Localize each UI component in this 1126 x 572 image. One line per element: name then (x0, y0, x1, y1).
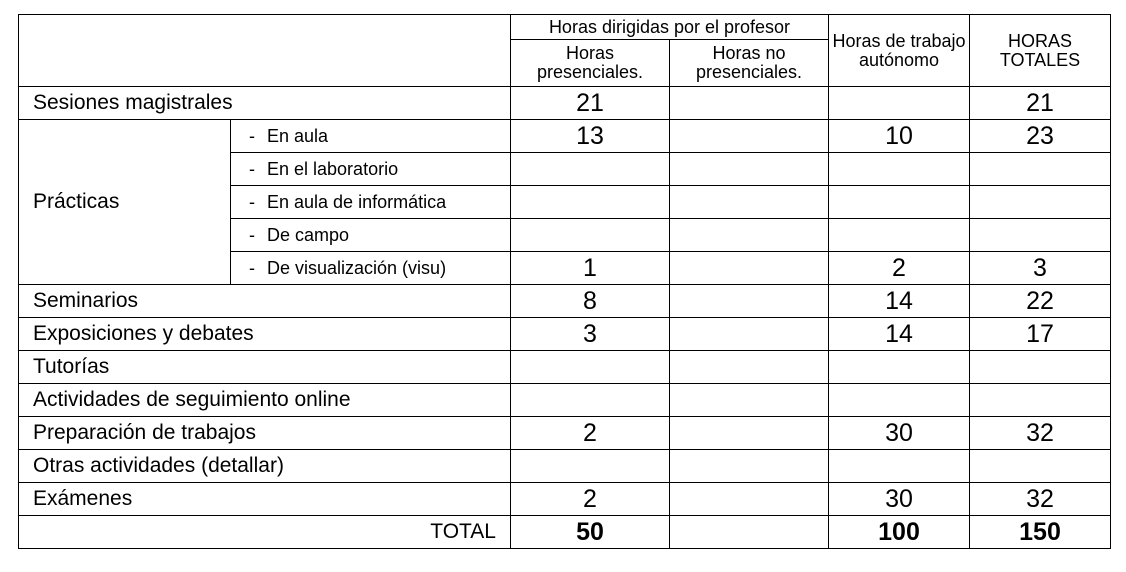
cell-autonomo: 10 (829, 120, 970, 153)
practicas-sub-label: - De campo (231, 219, 511, 252)
table-row (19, 87, 1111, 120)
cell-presenciales (511, 219, 670, 252)
total-totales: 150 (970, 516, 1111, 549)
activity-label: Preparación de trabajos (19, 417, 511, 450)
cell-totales (970, 186, 1111, 219)
table-row (19, 450, 1111, 483)
cell-presenciales (511, 450, 670, 483)
table-row (19, 351, 1111, 384)
cell-no-presenciales (670, 285, 829, 318)
cell-presenciales (511, 153, 670, 186)
cell-presenciales: 8 (511, 285, 670, 318)
cell-totales: 21 (970, 87, 1111, 120)
total-no-presenciales (670, 516, 829, 549)
cell-presenciales: 3 (511, 318, 670, 351)
cell-totales: 32 (970, 417, 1111, 450)
cell-no-presenciales (670, 483, 829, 516)
cell-no-presenciales (670, 219, 829, 252)
cell-totales (970, 384, 1111, 417)
cell-no-presenciales (670, 153, 829, 186)
total-autonomo: 100 (829, 516, 970, 549)
cell-no-presenciales (670, 186, 829, 219)
header-totales: HORAS TOTALES (970, 15, 1111, 87)
practicas-sub-label: - De visualización (visu) (231, 252, 511, 285)
table-row (19, 417, 1111, 450)
table-row (19, 120, 1111, 153)
cell-presenciales (511, 384, 670, 417)
activity-label: Otras actividades (detallar) (19, 450, 511, 483)
cell-totales: 3 (970, 252, 1111, 285)
cell-autonomo: 2 (829, 252, 970, 285)
cell-autonomo (829, 186, 970, 219)
practicas-sub-label: - En aula (231, 120, 511, 153)
total-row (19, 516, 1111, 549)
activity-label: Exámenes (19, 483, 511, 516)
total-presenciales: 50 (511, 516, 670, 549)
cell-no-presenciales (670, 384, 829, 417)
practicas-sub-label: - En aula de informática (231, 186, 511, 219)
cell-autonomo (829, 351, 970, 384)
cell-presenciales: 21 (511, 87, 670, 120)
cell-autonomo: 14 (829, 285, 970, 318)
cell-presenciales (511, 351, 670, 384)
activity-label: Seminarios (19, 285, 511, 318)
cell-presenciales: 2 (511, 417, 670, 450)
activity-label: Tutorías (19, 351, 511, 384)
activity-label: Actividades de seguimiento online (19, 384, 511, 417)
cell-totales (970, 219, 1111, 252)
header-autonomo: Horas de trabajo autónomo (829, 15, 970, 87)
cell-autonomo (829, 153, 970, 186)
hours-table (18, 14, 1111, 549)
cell-totales (970, 351, 1111, 384)
table-row (19, 318, 1111, 351)
cell-totales: 32 (970, 483, 1111, 516)
total-label: TOTAL (19, 516, 511, 549)
header-no-presenciales: Horas no presenciales. (670, 40, 829, 87)
cell-no-presenciales (670, 252, 829, 285)
cell-totales: 22 (970, 285, 1111, 318)
practicas-sub-label: - En el laboratorio (231, 153, 511, 186)
activity-label-practicas: Prácticas (19, 120, 231, 285)
cell-no-presenciales (670, 450, 829, 483)
cell-no-presenciales (670, 318, 829, 351)
table-row (19, 483, 1111, 516)
cell-presenciales: 1 (511, 252, 670, 285)
activity-label: Exposiciones y debates (19, 318, 511, 351)
cell-autonomo (829, 219, 970, 252)
cell-presenciales: 13 (511, 120, 670, 153)
table-row (19, 384, 1111, 417)
cell-autonomo (829, 384, 970, 417)
cell-autonomo (829, 450, 970, 483)
cell-totales (970, 153, 1111, 186)
cell-autonomo (829, 87, 970, 120)
cell-totales (970, 450, 1111, 483)
table-row (19, 285, 1111, 318)
header-empty-cell (19, 15, 511, 87)
cell-presenciales (511, 186, 670, 219)
activity-label: Sesiones magistrales (19, 87, 511, 120)
cell-autonomo: 30 (829, 417, 970, 450)
cell-no-presenciales (670, 120, 829, 153)
cell-no-presenciales (670, 417, 829, 450)
cell-no-presenciales (670, 87, 829, 120)
cell-presenciales: 2 (511, 483, 670, 516)
cell-autonomo: 30 (829, 483, 970, 516)
header-group-label: Horas dirigidas por el profesor (511, 15, 829, 40)
header-presenciales: Horas presenciales. (511, 40, 670, 87)
cell-autonomo: 14 (829, 318, 970, 351)
cell-totales: 17 (970, 318, 1111, 351)
cell-totales: 23 (970, 120, 1111, 153)
cell-no-presenciales (670, 351, 829, 384)
